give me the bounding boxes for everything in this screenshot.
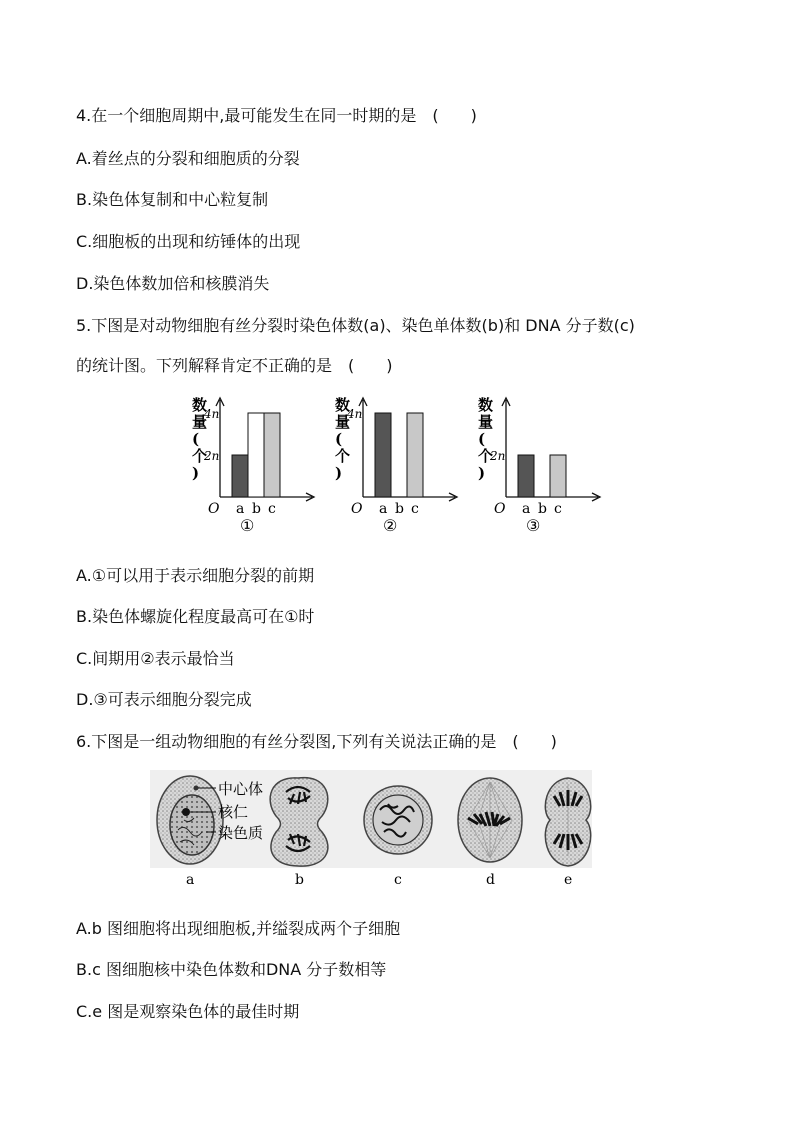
q6-figure xyxy=(150,770,592,890)
ylabel-char: 量 xyxy=(192,413,208,431)
y-tick-label: 4n xyxy=(347,407,363,421)
y-tick-label: 4n xyxy=(204,407,220,421)
q6-option-b: B.c 图细胞核中染色体数和DNA 分子数相等 xyxy=(76,960,387,979)
category-label: a xyxy=(379,501,388,517)
cell-letter-c: c xyxy=(394,872,402,888)
q5-option-a: A.①可以用于表示细胞分裂的前期 xyxy=(76,566,315,585)
bar-c xyxy=(407,413,423,497)
q6-option-c: C.e 图是观察染色体的最佳时期 xyxy=(76,1002,300,1021)
ylabel-char: ) xyxy=(192,464,200,482)
ylabel-char: 个 xyxy=(478,447,494,465)
q4-stem: 4.在一个细胞周期中,最可能发生在同一时期的是 ( ) xyxy=(76,106,477,125)
y-tick-label: 2n xyxy=(204,449,220,463)
ylabel-char: 个 xyxy=(335,447,351,465)
cell-letter-b: b xyxy=(295,872,304,888)
ylabel-char: ) xyxy=(335,464,343,482)
panel-label: ① xyxy=(240,516,255,535)
y-tick-label: 2n xyxy=(490,449,506,463)
origin-label: O xyxy=(351,501,363,517)
q5-option-d: D.③可表示细胞分裂完成 xyxy=(76,690,252,709)
bar-a xyxy=(518,455,534,497)
ylabel-char: 数 xyxy=(478,396,494,414)
origin-label: O xyxy=(494,501,506,517)
q5-bar-charts xyxy=(180,392,610,542)
label-centrosome: 中心体 xyxy=(218,780,264,798)
category-label: a xyxy=(522,501,531,517)
q5-figure xyxy=(180,392,610,542)
q5-option-b: B.染色体螺旋化程度最高可在①时 xyxy=(76,607,315,626)
q4-option-c: C.细胞板的出现和纺锤体的出现 xyxy=(76,232,301,251)
bar-c xyxy=(264,413,280,497)
mitosis-cell-diagram xyxy=(150,770,592,890)
ylabel-char: ) xyxy=(478,464,486,482)
cell-letter-a: a xyxy=(186,872,195,888)
panel-label: ③ xyxy=(526,516,541,535)
ylabel-char: ( xyxy=(335,430,343,448)
bar-a xyxy=(232,455,248,497)
ylabel-char: ( xyxy=(478,430,486,448)
q5-stem-line1: 5.下图是对动物细胞有丝分裂时染色体数(a)、染色单体数(b)和 DNA 分子数(c) xyxy=(76,316,635,335)
label-nucleolus: 核仁 xyxy=(218,803,249,821)
cell-letter-e: e xyxy=(564,872,573,888)
category-label: c xyxy=(268,501,276,517)
q4-option-d: D.染色体数加倍和核膜消失 xyxy=(76,274,270,293)
ylabel-char: 量 xyxy=(478,413,494,431)
cell-d xyxy=(458,778,522,862)
bar-a xyxy=(375,413,391,497)
bar-c xyxy=(550,455,566,497)
category-label: c xyxy=(554,501,562,517)
bar-b xyxy=(248,413,264,497)
cell-c xyxy=(364,786,432,854)
q5-stem-line2: 的统计图。下列解释肯定不正确的是 ( ) xyxy=(76,356,393,375)
ylabel-char: 数 xyxy=(335,396,351,414)
q6-stem: 6.下图是一组动物细胞的有丝分裂图,下列有关说法正确的是 ( ) xyxy=(76,732,557,751)
cell-letter-d: d xyxy=(486,872,495,888)
q4-option-a: A.着丝点的分裂和细胞质的分裂 xyxy=(76,149,300,168)
category-label: c xyxy=(411,501,419,517)
label-chromatin: 染色质 xyxy=(218,824,264,842)
ylabel-char: ( xyxy=(192,430,200,448)
category-label: b xyxy=(538,501,547,517)
ylabel-char: 个 xyxy=(192,447,208,465)
cell-e xyxy=(545,778,590,866)
panel-label: ② xyxy=(383,516,398,535)
category-label: b xyxy=(395,501,404,517)
origin-label: O xyxy=(208,501,220,517)
category-label: a xyxy=(236,501,245,517)
q5-option-c: C.间期用②表示最恰当 xyxy=(76,649,235,668)
q4-option-b: B.染色体复制和中心粒复制 xyxy=(76,190,269,209)
ylabel-char: 数 xyxy=(192,396,208,414)
ylabel-char: 量 xyxy=(335,413,351,431)
category-label: b xyxy=(252,501,261,517)
q6-option-a: A.b 图细胞将出现细胞板,并缢裂成两个子细胞 xyxy=(76,919,401,938)
